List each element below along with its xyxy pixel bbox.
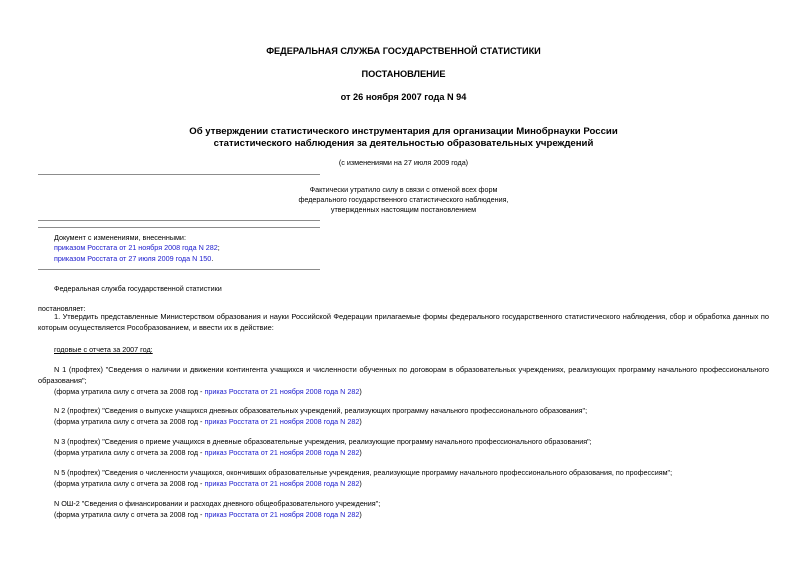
form-entry: N 1 (профтех) "Сведения о наличии и движении контингента учащихся и численности обученных по договорам в образовательных учреждениях, реализующих программу начального профессионального образования"; xyxy=(38,365,769,385)
void-suffix: ) xyxy=(359,448,362,457)
decrees-word: постановляет: xyxy=(38,304,86,313)
divider xyxy=(38,220,320,221)
form-void-note xyxy=(54,387,362,396)
amendment-item xyxy=(54,254,213,263)
changes-note: (с изменениями на 27 июля 2009 года) xyxy=(338,158,469,167)
void-link[interactable]: приказ Росстата от 21 ноября 2008 года N 282 xyxy=(204,479,360,488)
status-note-line-3: утвержденных настоящим постановлением xyxy=(330,205,477,214)
void-prefix: (форма утратила силу с отчета за 2008 год - xyxy=(54,417,205,426)
form-entry: N 3 (профтех) "Сведения о приеме учащихся в дневные образовательные учреждения, реализующие программу начального профессионального образования"; xyxy=(54,437,592,446)
amendments-heading: Документ с изменениями, внесенными: xyxy=(54,233,186,242)
document-type: ПОСТАНОВЛЕНИЕ xyxy=(361,69,446,79)
void-suffix: ) xyxy=(359,479,362,488)
amendment-suffix: ; xyxy=(217,243,220,252)
form-entry: N 5 (профтех) "Сведения о численности учащихся, окончивших образовательные учреждения, реализующие программу начального профессионального образования, по профессиям"; xyxy=(54,468,673,477)
form-void-note xyxy=(54,510,362,519)
amendment-link[interactable]: приказом Росстата от 27 июля 2009 года N 150 xyxy=(54,254,212,263)
status-note-line-2: федерального государственного статистического наблюдения, xyxy=(298,195,509,204)
void-link[interactable]: приказ Росстата от 21 ноября 2008 года N 282 xyxy=(204,448,360,457)
document-title-line-1: Об утверждении статистического инструментария для организации Минобрнауки России xyxy=(189,126,618,137)
document-date-number: от 26 ноября 2007 года N 94 xyxy=(340,92,467,102)
void-link[interactable]: приказ Росстата от 21 ноября 2008 года N 282 xyxy=(204,387,360,396)
form-void-note xyxy=(54,448,362,457)
paragraph-1: 1. Утвердить представленные Министерством образования и науки Российской Федерации прилагаемые формы федерального государственного статистического наблюдения, сбор и обработка данных по которым осуществляется Рособразованием, и ввести их в действие: xyxy=(38,312,769,332)
document-title-line-2: статистического наблюдения за деятельностью образовательных учреждений xyxy=(213,138,594,149)
annual-forms-heading: годовые с отчета за 2007 год: xyxy=(54,345,153,354)
amendment-suffix: . xyxy=(211,254,214,263)
amendment-item xyxy=(54,243,220,252)
void-suffix: ) xyxy=(359,417,362,426)
void-prefix: (форма утратила силу с отчета за 2008 год - xyxy=(54,479,205,488)
void-prefix: (форма утратила силу с отчета за 2008 год - xyxy=(54,510,205,519)
agency-name: ФЕДЕРАЛЬНАЯ СЛУЖБА ГОСУДАРСТВЕННОЙ СТАТИСТИКИ xyxy=(266,46,541,56)
void-link[interactable]: приказ Росстата от 21 ноября 2008 года N 282 xyxy=(204,417,360,426)
divider xyxy=(38,269,320,270)
void-prefix: (форма утратила силу с отчета за 2008 год - xyxy=(54,448,205,457)
status-note-line-1: Фактически утратило силу в связи с отменой всех форм xyxy=(309,185,498,194)
form-void-note xyxy=(54,479,362,488)
divider xyxy=(38,174,320,175)
void-link[interactable]: приказ Росстата от 21 ноября 2008 года N 282 xyxy=(204,510,360,519)
void-prefix: (форма утратила силу с отчета за 2008 год - xyxy=(54,387,205,396)
divider xyxy=(38,227,320,228)
issuer-name: Федеральная служба государственной статистики xyxy=(54,284,222,293)
void-suffix: ) xyxy=(359,387,362,396)
void-suffix: ) xyxy=(359,510,362,519)
form-entry: N ОШ-2 "Сведения о финансировании и расходах дневного общеобразовательного учреждения"; xyxy=(54,499,381,508)
form-void-note xyxy=(54,417,362,426)
form-entry: N 2 (профтех) "Сведения о выпуске учащихся дневных образовательных учреждений, реализующих программу начального профессионального образования"; xyxy=(54,406,588,415)
amendment-link[interactable]: приказом Росстата от 21 ноября 2008 года N 282 xyxy=(54,243,218,252)
